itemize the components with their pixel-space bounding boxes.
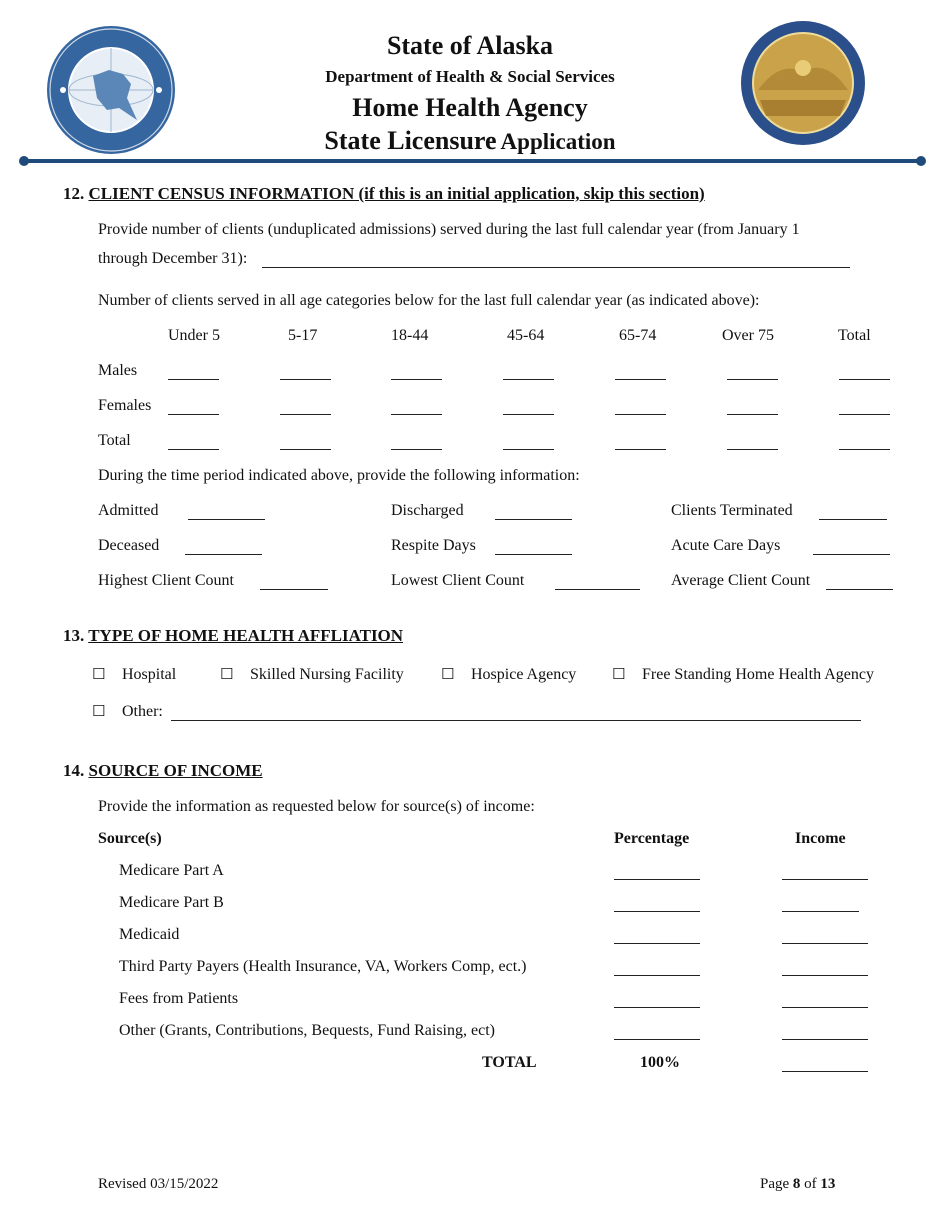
- header-rule-dot-right: [916, 156, 926, 166]
- skilled-nursing-checkbox[interactable]: ☐: [220, 665, 234, 683]
- col-header-percentage: Percentage: [614, 830, 690, 847]
- hospice-agency-label: Hospice Agency: [471, 666, 577, 683]
- source-other: Other (Grants, Contributions, Bequests, Fund Raising, ect): [119, 1022, 495, 1039]
- period-intro: During the time period indicated above, provide the following information:: [98, 467, 580, 484]
- age-col-5-17: 5-17: [288, 327, 318, 344]
- respite-days-label: Respite Days: [391, 537, 476, 554]
- fees-percentage-field[interactable]: [614, 1006, 700, 1008]
- free-standing-label: Free Standing Home Health Agency: [642, 666, 874, 683]
- medicaid-percentage-field[interactable]: [614, 942, 700, 944]
- hospital-label: Hospital: [122, 666, 177, 683]
- females-65-74-field[interactable]: [615, 413, 666, 415]
- total-income-field[interactable]: [782, 1070, 868, 1072]
- medicare-a-percentage-field[interactable]: [614, 878, 700, 880]
- col-header-source: Source(s): [98, 830, 162, 847]
- hospital-checkbox[interactable]: ☐: [92, 665, 106, 683]
- row-label-females: Females: [98, 397, 152, 414]
- females-45-64-field[interactable]: [503, 413, 554, 415]
- agency-title: Home Health Agency: [352, 93, 588, 122]
- lowest-client-count-field[interactable]: [555, 588, 640, 590]
- section-13-heading: [63, 626, 403, 646]
- average-client-count-field[interactable]: [826, 588, 893, 590]
- application-title-b: Application: [500, 129, 616, 154]
- males-under5-field[interactable]: [168, 378, 219, 380]
- source-third-party: Third Party Payers (Health Insurance, VA, Workers Comp, ect.): [119, 958, 527, 975]
- revised-date: Revised 03/15/2022: [98, 1176, 219, 1192]
- females-18-44-field[interactable]: [391, 413, 442, 415]
- page-mid: of: [804, 1176, 817, 1192]
- acute-care-days-field[interactable]: [813, 553, 890, 555]
- third-party-income-field[interactable]: [782, 974, 868, 976]
- other-checkbox[interactable]: ☐: [92, 702, 106, 720]
- total-total-field[interactable]: [839, 448, 890, 450]
- total-65-74-field[interactable]: [615, 448, 666, 450]
- lowest-client-count-label: Lowest Client Count: [391, 572, 525, 589]
- males-5-17-field[interactable]: [280, 378, 331, 380]
- row-label-total: Total: [98, 432, 131, 449]
- age-col-65-74: 65-74: [619, 327, 657, 344]
- clients-terminated-field[interactable]: [819, 518, 887, 520]
- other-income-percentage-field[interactable]: [614, 1038, 700, 1040]
- skilled-nursing-label: Skilled Nursing Facility: [250, 666, 404, 683]
- application-title-a: State Licensure: [324, 126, 497, 155]
- age-col-45-64: 45-64: [507, 327, 545, 344]
- total-45-64-field[interactable]: [503, 448, 554, 450]
- average-client-count-label: Average Client Count: [671, 572, 811, 589]
- total-5-17-field[interactable]: [280, 448, 331, 450]
- census-intro-line2: through December 31):: [98, 250, 248, 267]
- acute-care-days-label: Acute Care Days: [671, 537, 781, 554]
- source-medicare-a: Medicare Part A: [119, 862, 224, 879]
- department-title: Department of Health & Social Services: [325, 67, 615, 86]
- page-number: [760, 1176, 835, 1193]
- section-13-number: 13.: [63, 626, 85, 645]
- section-14-heading: [63, 761, 263, 781]
- discharged-label: Discharged: [391, 502, 464, 519]
- deceased-field[interactable]: [185, 553, 262, 555]
- females-over75-field[interactable]: [727, 413, 778, 415]
- section-13-title: TYPE OF HOME HEALTH AFFLIATION: [88, 626, 404, 645]
- source-medicaid: Medicaid: [119, 926, 180, 943]
- admitted-field[interactable]: [188, 518, 265, 520]
- census-intro-line1: Provide number of clients (unduplicated admissions) served during the last full calendar year (from January 1: [98, 221, 800, 238]
- age-col-18-44: 18-44: [391, 327, 429, 344]
- males-45-64-field[interactable]: [503, 378, 554, 380]
- income-intro: Provide the information as requested below for source(s) of income:: [98, 798, 535, 815]
- total-18-44-field[interactable]: [391, 448, 442, 450]
- section-14-number: 14.: [63, 761, 85, 780]
- source-fees-patients: Fees from Patients: [119, 990, 239, 1007]
- state-title: State of Alaska: [386, 31, 554, 60]
- age-col-total: Total: [838, 327, 871, 344]
- clients-served-field[interactable]: [262, 266, 850, 268]
- total-percentage: 100%: [640, 1054, 680, 1071]
- application-title: [250, 126, 690, 156]
- section-12-number: 12.: [63, 184, 85, 203]
- males-over75-field[interactable]: [727, 378, 778, 380]
- page-total: 13: [820, 1176, 836, 1192]
- free-standing-checkbox[interactable]: ☐: [612, 665, 626, 683]
- page-current: 8: [792, 1176, 801, 1192]
- medicaid-income-field[interactable]: [782, 942, 868, 944]
- discharged-field[interactable]: [495, 518, 572, 520]
- males-65-74-field[interactable]: [615, 378, 666, 380]
- left-seal-logo: [45, 24, 177, 156]
- age-intro: Number of clients served in all age categories below for the last full calendar year (as indicated above):: [98, 292, 760, 309]
- medicare-b-percentage-field[interactable]: [614, 910, 700, 912]
- medicare-a-income-field[interactable]: [782, 878, 868, 880]
- col-header-income: Income: [795, 830, 846, 847]
- respite-days-field[interactable]: [495, 553, 572, 555]
- total-over75-field[interactable]: [727, 448, 778, 450]
- females-under5-field[interactable]: [168, 413, 219, 415]
- source-medicare-b: Medicare Part B: [119, 894, 224, 911]
- deceased-label: Deceased: [98, 537, 160, 554]
- age-col-over75: Over 75: [722, 327, 774, 344]
- fees-income-field[interactable]: [782, 1006, 868, 1008]
- row-label-males: Males: [98, 362, 138, 379]
- other-label: Other:: [122, 703, 163, 720]
- males-18-44-field[interactable]: [391, 378, 442, 380]
- total-under5-field[interactable]: [168, 448, 219, 450]
- clients-terminated-label: Clients Terminated: [671, 502, 793, 519]
- highest-client-count-label: Highest Client Count: [98, 572, 234, 589]
- medicare-b-income-field[interactable]: [782, 910, 859, 912]
- header-rule: [24, 159, 922, 163]
- section-14-title: SOURCE OF INCOME: [88, 761, 263, 780]
- header-rule-dot-left: [19, 156, 29, 166]
- total-label: TOTAL: [482, 1054, 537, 1071]
- females-total-field[interactable]: [839, 413, 890, 415]
- age-col-under5: Under 5: [168, 327, 220, 344]
- hospice-agency-checkbox[interactable]: ☐: [441, 665, 455, 683]
- page-prefix: Page: [760, 1176, 790, 1192]
- third-party-percentage-field[interactable]: [614, 974, 700, 976]
- right-seal-logo: [740, 20, 866, 146]
- females-5-17-field[interactable]: [280, 413, 331, 415]
- section-12-heading: [63, 184, 705, 204]
- males-total-field[interactable]: [839, 378, 890, 380]
- admitted-label: Admitted: [98, 502, 159, 519]
- section-12-title: CLIENT CENSUS INFORMATION (if this is an initial application, skip this section): [88, 184, 705, 203]
- other-field[interactable]: [171, 719, 861, 721]
- other-income-income-field[interactable]: [782, 1038, 868, 1040]
- highest-client-count-field[interactable]: [260, 588, 328, 590]
